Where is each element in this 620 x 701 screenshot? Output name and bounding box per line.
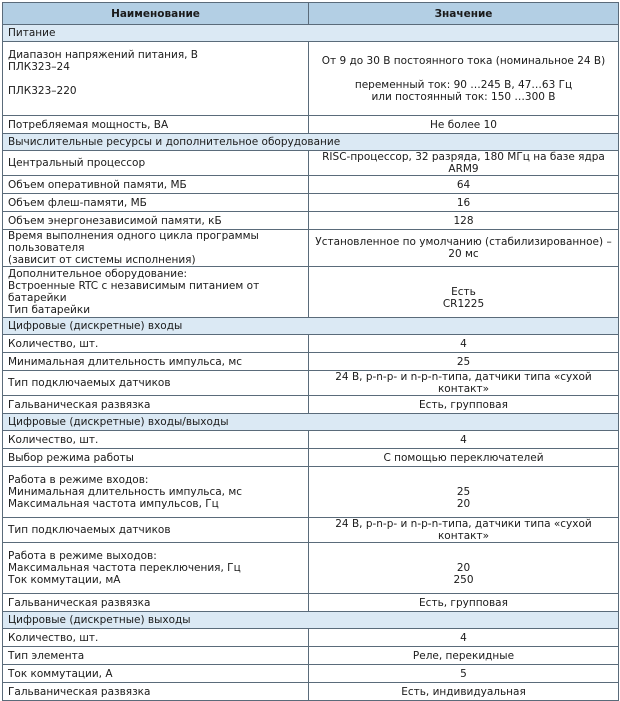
section-row xyxy=(3,318,619,335)
extra-label: Дополнительное оборудование: xyxy=(8,268,188,280)
section-title-dio: Цифровые (дискретные) входы/выходы xyxy=(3,414,619,431)
cell-value xyxy=(309,543,619,594)
cell-label: Количество, шт. xyxy=(3,629,309,647)
cell-label: Количество, шт. xyxy=(3,335,309,353)
table-row xyxy=(3,396,619,414)
cell-label: Минимальная длительность импульса, мс xyxy=(3,353,309,371)
section-row xyxy=(3,25,619,42)
cell-label: Тип подключаемых датчиков xyxy=(3,518,309,543)
cell-label xyxy=(3,230,309,267)
cell-value: 25 xyxy=(309,353,619,371)
table-row xyxy=(3,665,619,683)
pulse-value: 25 xyxy=(456,486,471,498)
cell-value: Есть, групповая xyxy=(309,396,619,414)
freq-value: 20 xyxy=(456,498,471,510)
cell-value: Есть, групповая xyxy=(309,594,619,612)
cell-label: Количество, шт. xyxy=(3,431,309,449)
switch-freq-label: Максимальная частота переключения, Гц xyxy=(8,562,241,574)
cell-label: Потребляемая мощность, ВА xyxy=(3,116,309,134)
cell-label xyxy=(3,543,309,594)
table-row xyxy=(3,518,619,543)
header-name: Наименование xyxy=(3,3,309,25)
table-row xyxy=(3,353,619,371)
table-row xyxy=(3,594,619,612)
table-row xyxy=(3,335,619,353)
header-value: Значение xyxy=(309,3,619,25)
cell-label xyxy=(3,267,309,318)
table-row xyxy=(3,116,619,134)
table-row xyxy=(3,543,619,594)
cell-label: Объем энергонезависимой памяти, кБ xyxy=(3,212,309,230)
cell-value xyxy=(309,467,619,518)
cell-value: 4 xyxy=(309,629,619,647)
pulse-label: Минимальная длительность импульса, мс xyxy=(8,486,243,498)
cell-value: RISC-процессор, 32 разряда, 180 МГц на базе ядра ARM9 xyxy=(309,151,619,176)
cell-label: Тип подключаемых датчиков xyxy=(3,371,309,396)
table-row xyxy=(3,683,619,701)
cell-value: 4 xyxy=(309,431,619,449)
cell-value: 64 xyxy=(309,176,619,194)
plk220-label: ПЛК323–220 xyxy=(8,84,77,97)
cell-label: Объем оперативной памяти, МБ xyxy=(3,176,309,194)
plk24-value: От 9 до 30 В постоянного тока (номинальное 24 В) xyxy=(321,54,606,67)
section-row xyxy=(3,414,619,431)
cell-value: 24 В, р-n-р- и n-р-n-типа, датчики типа «сухой контакт» xyxy=(309,518,619,543)
table-row xyxy=(3,449,619,467)
section-row xyxy=(3,134,619,151)
switch-freq-value: 20 xyxy=(456,562,471,574)
table-row xyxy=(3,267,619,318)
table-row xyxy=(3,212,619,230)
output-mode-label: Работа в режиме выходов: xyxy=(8,550,157,562)
cell-label: Гальваническая развязка xyxy=(3,683,309,701)
current-label: Ток коммутации, мА xyxy=(8,574,121,586)
table-row xyxy=(3,371,619,396)
table-header xyxy=(3,3,619,25)
cell-value: Есть, индивидуальная xyxy=(309,683,619,701)
freq-label: Максимальная частота импульсов, Гц xyxy=(8,498,219,510)
input-mode-label: Работа в режиме входов: xyxy=(8,474,149,486)
cell-value: 128 xyxy=(309,212,619,230)
cell-label: Ток коммутации, А xyxy=(3,665,309,683)
cell-label xyxy=(3,42,309,116)
cell-label: Центральный процессор xyxy=(3,151,309,176)
cell-value: Не более 10 xyxy=(309,116,619,134)
plk220-value-2: или постоянный ток: 150 …300 В xyxy=(371,90,556,103)
section-title-compute: Вычислительные ресурсы и дополнительное оборудование xyxy=(3,134,619,151)
section-title-do: Цифровые (дискретные) выходы xyxy=(3,612,619,629)
cell-value: 4 xyxy=(309,335,619,353)
cell-label xyxy=(3,467,309,518)
cell-label: Гальваническая развязка xyxy=(3,396,309,414)
cell-value: 24 В, р-n-р- и n-р-n-типа, датчики типа «сухой контакт» xyxy=(309,371,619,396)
current-value: 250 xyxy=(453,574,474,586)
cell-label: Гальваническая развязка xyxy=(3,594,309,612)
table-row xyxy=(3,230,619,267)
specs-table xyxy=(2,2,619,701)
rtc-value: Есть xyxy=(451,286,476,298)
cell-label: Объем флеш-памяти, МБ xyxy=(3,194,309,212)
rtc-label: Встроенные RTC с независимым питанием от батарейки xyxy=(8,280,260,304)
plk24-label: ПЛК323–24 xyxy=(8,60,70,73)
plk220-value-1: переменный ток: 90 …245 В, 47…63 Гц xyxy=(354,78,573,91)
table-row xyxy=(3,151,619,176)
cell-value: С помощью переключателей xyxy=(309,449,619,467)
table-row xyxy=(3,629,619,647)
cell-label: Тип элемента xyxy=(3,647,309,665)
table-row xyxy=(3,467,619,518)
table-row xyxy=(3,431,619,449)
cycle-label-2: (зависит от системы исполнения) xyxy=(8,254,196,266)
section-row xyxy=(3,612,619,629)
section-title-power: Питание xyxy=(3,25,619,42)
cell-value: 16 xyxy=(309,194,619,212)
cell-value: Установленное по умолчанию (стабилизированное) – 20 мс xyxy=(309,230,619,267)
cell-label: Выбор режима работы xyxy=(3,449,309,467)
cell-value: 5 xyxy=(309,665,619,683)
table-row xyxy=(3,194,619,212)
cycle-label-1: Время выполнения одного цикла программы пользователя xyxy=(8,230,259,254)
table-row xyxy=(3,647,619,665)
cell-value: Реле, перекидные xyxy=(309,647,619,665)
voltage-label: Диапазон напряжений питания, В xyxy=(8,48,199,61)
section-title-di: Цифровые (дискретные) входы xyxy=(3,318,619,335)
table-row xyxy=(3,176,619,194)
battery-label: Тип батарейки xyxy=(8,304,91,316)
battery-value: CR1225 xyxy=(442,298,485,310)
table-row xyxy=(3,42,619,116)
cell-value xyxy=(309,267,619,318)
cell-value xyxy=(309,42,619,116)
